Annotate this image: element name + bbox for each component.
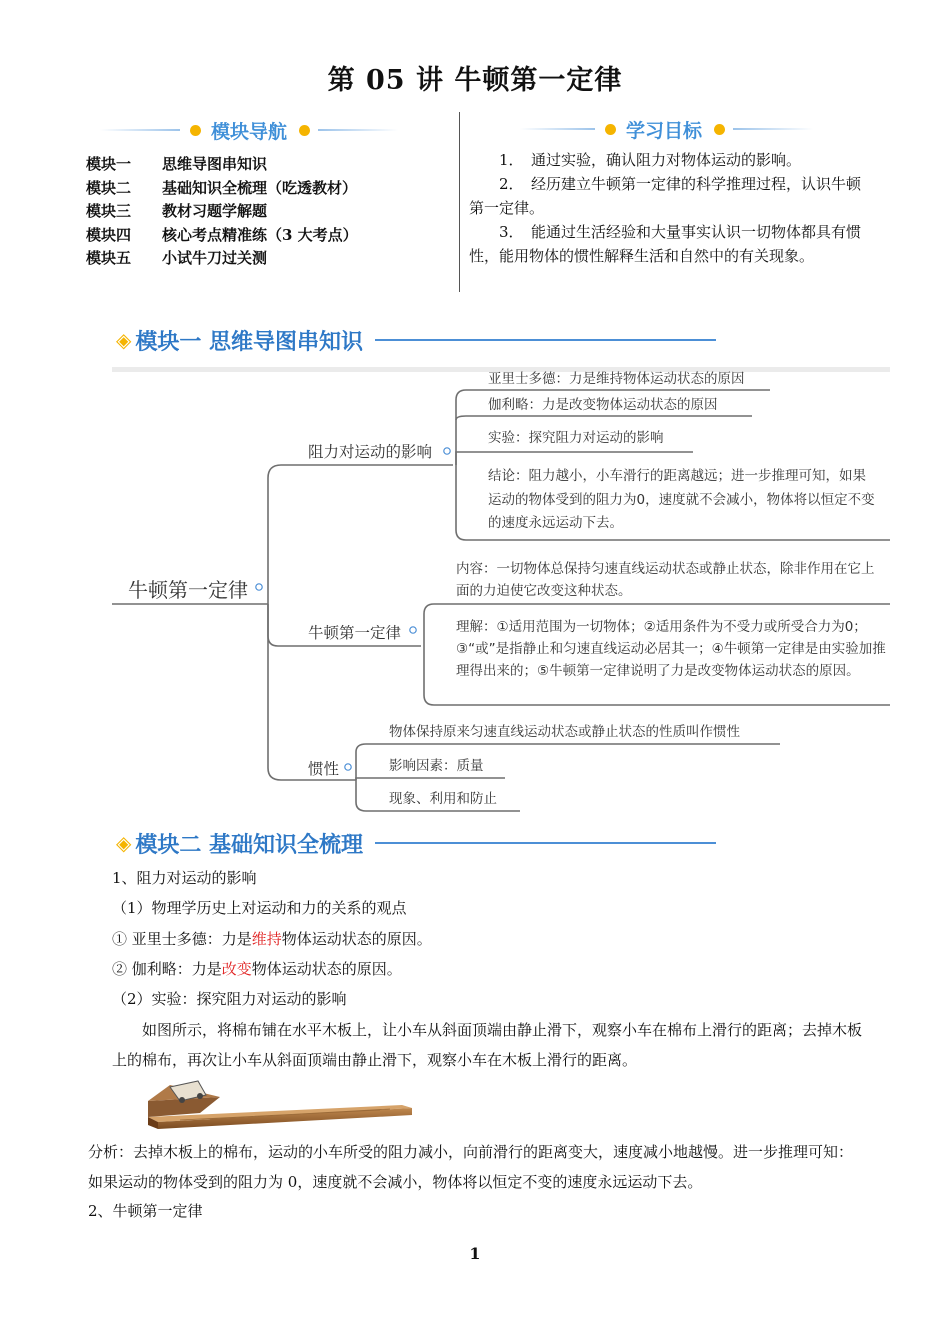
- module2-heading-bar: [116, 826, 716, 860]
- mindmap-branch-inertia: 惯性: [308, 760, 340, 778]
- viewpoint-aristotle: ① 亚里士多德：力是维持物体运动状态的原因。: [112, 930, 432, 948]
- mindmap-root: 牛顿第一定律: [128, 578, 248, 602]
- double-diamond-icon: ◈: [116, 831, 132, 855]
- section-heading: 1、阻力对运动的影响: [112, 869, 257, 887]
- nav-item[interactable]: 模块三 教材习题学解题: [86, 202, 268, 220]
- mindmap-branch-resistance: 阻力对运动的影响: [308, 443, 433, 461]
- mindmap-branch-newton: 牛顿第一定律: [308, 624, 402, 642]
- mindmap-leaf: 伽利略：力是改变物体运动状态的原因: [488, 397, 718, 413]
- nav-item[interactable]: 模块二 基础知识全梳理（吃透教材）: [86, 178, 358, 197]
- mindmap-leaf: 现象、利用和防止: [389, 791, 497, 807]
- mindmap-leaf: 物体保持原来匀速直线运动状态或静止状态的性质叫作惯性: [389, 724, 740, 740]
- double-diamond-icon: ◈: [116, 328, 132, 352]
- mindmap-leaf: 亚里士多德：力是维持物体运动状态的原因: [488, 371, 745, 387]
- experiment-paragraph: 如图所示，将棉布铺在水平木板上，让小车从斜面顶端由静止滑下，观察小车在棉布上滑行的距离；去掉木板上的棉布，再次让小车从斜面顶端由静止滑下，观察小车在木板上滑行的距离。: [112, 1021, 863, 1069]
- analysis-paragraph: 分析：去掉木板上的棉布，运动的小车所受的阻力减小，向前滑行的距离变大，速度减小地越慢。进一步推理可知：如果运动的物体受到的阻力为 0，速度就不会减小，物体将以恒定不变的速度永远运动下去。: [88, 1143, 854, 1191]
- nav-item[interactable]: 模块一 思维导图串知识: [86, 155, 268, 173]
- page-number: 1: [469, 1244, 481, 1263]
- mindmap-leaf: 内容：一切物体总保持匀速直线运动状态或静止状态，除非作用在它上面的力迫使它改变这种状态。: [456, 561, 875, 599]
- viewpoint-galileo: ② 伽利略：力是改变物体运动状态的原因。: [112, 960, 402, 978]
- section-heading: 2、牛顿第一定律: [88, 1202, 203, 1220]
- ramp-experiment-image: [140, 1075, 420, 1133]
- goal-item: 2． 经历建立牛顿第一定律的科学推理过程，认识牛顿第一定律。: [469, 175, 862, 217]
- subsection-heading: （1）物理学历史上对运动和力的关系的观点: [112, 899, 407, 917]
- nav-item[interactable]: 模块四 核心考点精准练（3 大考点）: [86, 225, 358, 244]
- module1-title: 模块一 思维导图串知识: [135, 329, 364, 355]
- mindmap-leaf: 影响因素：质量: [389, 758, 484, 774]
- nav-heading: 模块导航: [211, 120, 288, 143]
- subsection-heading: （2）实验：探究阻力对运动的影响: [112, 990, 347, 1008]
- goal-item: 1． 通过实验，确认阻力对物体运动的影响。: [499, 151, 802, 169]
- nav-item[interactable]: 模块五 小试牛刀过关测: [86, 249, 268, 267]
- mindmap-leaf: 理解：①适用范围为一切物体；②适用条件为不受力或所受合力为0；③“或”是指静止和匀速直线运动必居其一；④牛顿第一定律是由实验加推理得出来的；⑤牛顿第一定律说明了力是改变物体运动状态的原因。: [456, 619, 886, 679]
- mindmap-leaf: 实验：探究阻力对运动的影响: [488, 430, 664, 446]
- module2-title: 模块二 基础知识全梳理: [135, 832, 364, 858]
- goals-heading: 学习目标: [626, 119, 703, 142]
- page-title: 第 05 讲 牛顿第一定律: [327, 65, 623, 96]
- goal-item: 3． 能通过生活经验和大量事实认识一切物体都具有惯性，能用物体的惯性解释生活和自然中的有关现象。: [469, 223, 862, 265]
- mindmap-leaf: 结论：阻力越小，小车滑行的距离越远；进一步推理可知，如果运动的物体受到的阻力为0，速度就不会减小，物体将以恒定不变的速度永远运动下去。: [488, 468, 875, 531]
